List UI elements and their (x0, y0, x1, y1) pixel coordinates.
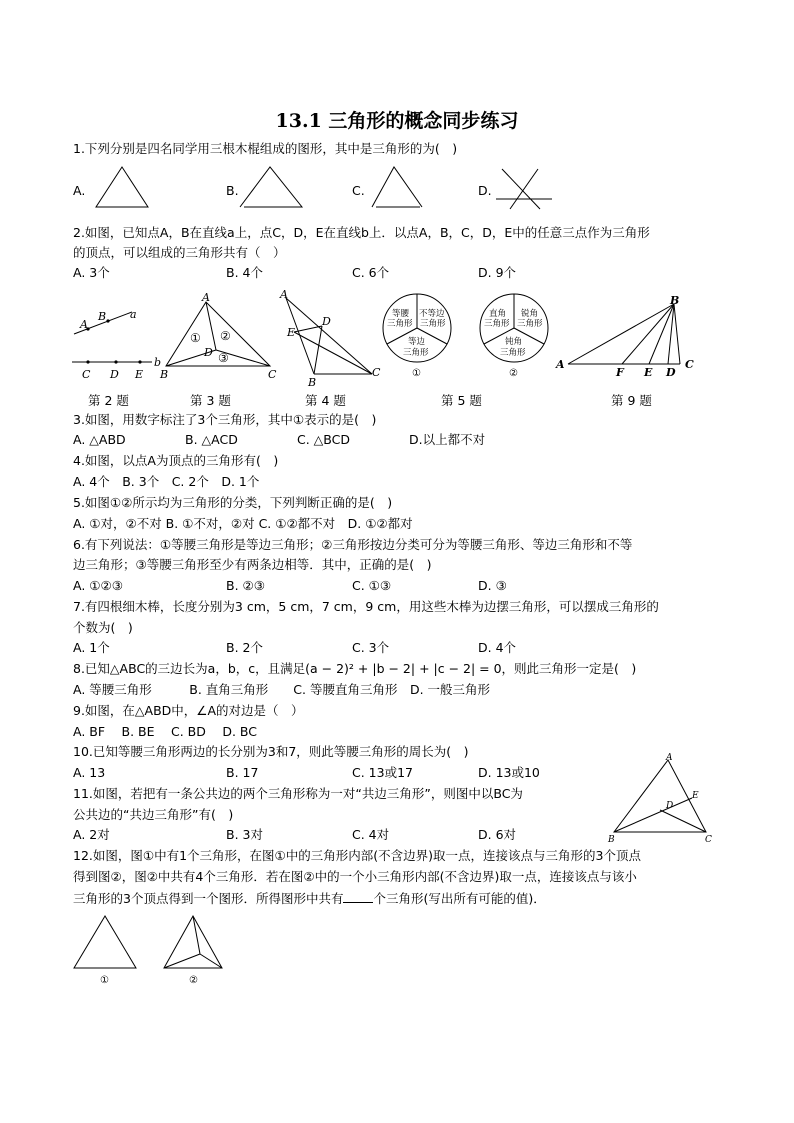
q10-option-a: A. 13 (73, 765, 106, 780)
q2-option-c: C. 6个 (352, 265, 390, 280)
q1-figure-c (368, 165, 428, 211)
q11-stem-line1: 11.如图，若把有一条公共边的两个三角形称为一对“共边三角形”，则图中以BC为 (73, 786, 523, 801)
q5-stem: 5.如图①②所示均为三角形的分类，下列判断正确的是( ) (73, 495, 393, 510)
fig4-label-c: C (372, 366, 381, 379)
q12-stem-line1: 12.如图，图①中有1个三角形，在图①中的三角形内部(不含边界)取一点，连接该点与三角形的3个顶点 (73, 848, 641, 863)
caption-figure-4: 第 4 题 (305, 393, 346, 408)
figure-9 (552, 292, 702, 382)
q10-option-c: C. 13或17 (352, 765, 413, 780)
fig4-label-d: D (322, 315, 331, 328)
q7-option-a: A. 1个 (73, 640, 110, 655)
fig9-label-d: D (666, 366, 676, 379)
pie2-acute-1: 锐角 (521, 309, 539, 319)
q8-options: A. 等腰三角形 B. 直角三角形 C. 等腰直角三角形 D. 一般三角形 (73, 682, 491, 697)
q6-stem-line1: 6.有下列说法：①等腰三角形是等边三角形；②三角形按边分类可分为等腰三角形、等边三角形和不等 (73, 537, 633, 552)
q1-option-b: B. (226, 183, 239, 198)
q5-options: A. ①对，②不对 B. ①不对，②对 C. ①②都不对 D. ①②都对 (73, 516, 413, 531)
fig2-label-line-b: b (154, 356, 162, 369)
q11-option-b: B. 3对 (226, 827, 263, 842)
q3-option-c: C. △BCD (297, 432, 350, 447)
fig3-label-c: C (268, 368, 277, 381)
q11-option-a: A. 2对 (73, 827, 110, 842)
caption-figure-3: 第 3 题 (190, 393, 231, 408)
fig9-label-c: C (685, 358, 694, 371)
pie1-number: ① (412, 368, 421, 379)
q12-answer-blank[interactable] (343, 890, 373, 903)
fig12-label-1: ① (100, 975, 109, 986)
fig3-label-2: ② (220, 329, 231, 343)
q2-stem-line2: 的顶点，可以组成的三角形共有（ ） (73, 245, 286, 260)
page-title: 13.1 三角形的概念同步练习 (275, 110, 519, 132)
figure-12-1 (72, 912, 142, 986)
q1-figure-d (496, 165, 556, 211)
q6-option-d: D. ③ (478, 578, 507, 593)
fig2-label-e: E (135, 368, 144, 381)
q2-option-d: D. 9个 (478, 265, 517, 280)
q12-stem-line3-a: 三角形的3个顶点得到一个图形．所得图形中共有 (73, 891, 344, 906)
fig3-label-1: ① (190, 331, 201, 345)
fig3-label-b: B (160, 368, 169, 381)
fig9-label-b: B (670, 294, 680, 307)
figure-5-pie-2 (478, 292, 550, 380)
q2-stem-line1: 2.如图，已知点A，B在直线a上，点C，D，E在直线b上．以点A，B，C，D，E中的任意三点作为三角形 (73, 225, 650, 240)
pie2-obtuse-2: 三角形 (500, 348, 526, 358)
q3-option-a: A. △ABD (73, 432, 126, 447)
q1-option-a: A. (73, 183, 86, 198)
fig12-label-2: ② (189, 975, 198, 986)
fig2-label-b-point: B (98, 310, 107, 323)
pie1-scalene-2: 三角形 (420, 319, 446, 329)
fig3-label-3: ③ (218, 351, 229, 365)
figure-4 (278, 288, 388, 389)
q10-option-b: B. 17 (226, 765, 259, 780)
q12-stem-line3 (73, 890, 546, 907)
q9-stem: 9.如图，在△ABD中，∠A的对边是（ ） (73, 703, 304, 718)
q12-stem-line2: 得到图②，图②中共有4个三角形．若在图②中的一个小三角形内部(不含边界)取一点，连接该点与该小 (73, 869, 637, 884)
pie2-number: ② (509, 368, 518, 379)
q1-option-d: D. (478, 183, 492, 198)
fig3-label-a: A (202, 291, 210, 304)
q1-option-c: C. (352, 183, 365, 198)
q2-option-a: A. 3个 (73, 265, 110, 280)
q6-option-c: C. ①③ (352, 578, 392, 593)
q6-stem-line2: 边三角形；③等腰三角形至少有两条边相等．其中，正确的是( ) (73, 557, 432, 572)
figure-2 (72, 300, 167, 380)
q4-options: A. 4个 B. 3个 C. 2个 D. 1个 (73, 474, 260, 489)
fig11-label-e: E (692, 791, 699, 801)
pie2-acute-2: 三角形 (517, 319, 543, 329)
q7-option-c: C. 3个 (352, 640, 390, 655)
pie1-scalene-1: 不等边 (419, 309, 445, 319)
fig4-label-e: E (287, 326, 296, 339)
q4-stem: 4.如图，以点A为顶点的三角形有( ) (73, 453, 279, 468)
q11-option-d: D. 6对 (478, 827, 517, 842)
q1-figure-b (240, 165, 310, 211)
pie2-obtuse-1: 钝角 (505, 337, 523, 347)
fig11-label-d: D (666, 801, 674, 811)
q10-stem: 10.已知等腰三角形两边的长分别为3和7，则此等腰三角形的周长为( ) (73, 744, 469, 759)
figure-3 (158, 292, 283, 382)
q1-stem: 1.下列分别是四名同学用三根木棍组成的图形，其中是三角形的为( ) (73, 141, 458, 156)
q6-option-a: A. ①②③ (73, 578, 123, 593)
q3-stem: 3.如图，用数字标注了3个三角形，其中①表示的是( ) (73, 412, 377, 427)
fig11-label-b: B (608, 835, 615, 845)
q7-stem-line1: 7.有四根细木棒，长度分别为3 cm，5 cm，7 cm，9 cm，用这些木棒为边摆三角形，可以摆成三角形的 (73, 599, 659, 614)
q7-option-b: B. 2个 (226, 640, 263, 655)
pie1-equilateral-2: 三角形 (403, 348, 429, 358)
figure-12-2 (162, 912, 232, 986)
fig2-label-c: C (82, 368, 91, 381)
q2-option-b: B. 4个 (226, 265, 263, 280)
figure-11 (606, 752, 716, 844)
fig11-label-a: A (666, 753, 673, 763)
q11-option-c: C. 4对 (352, 827, 390, 842)
fig11-label-c: C (705, 835, 712, 845)
fig9-label-f: F (616, 366, 624, 379)
caption-figure-2: 第 2 题 (88, 393, 129, 408)
q1-figure-a (92, 165, 152, 211)
q9-options: A. BF B. BE C. BD D. BC (73, 724, 257, 739)
q10-option-d: D. 13或10 (478, 765, 540, 780)
fig9-label-a: A (556, 358, 565, 371)
q11-stem-line2: 公共边的“共边三角形”有( ) (73, 807, 234, 822)
fig9-label-e: E (644, 366, 653, 379)
pie1-isosceles-1: 等腰 (392, 309, 410, 319)
fig4-label-a: A (280, 288, 288, 301)
fig2-label-d: D (110, 368, 119, 381)
q8-stem: 8.已知△ABC的三边长为a，b，c，且满足(a − 2)² + |b − 2| + |c − 2| = 0，则此三角形一定是( ) (73, 661, 637, 676)
fig2-label-line-a: a (130, 308, 137, 321)
pie1-equilateral-1: 等边 (408, 337, 426, 347)
q12-stem-line3-b: 个三角形(写出所有可能的值)． (373, 891, 546, 906)
q6-option-b: B. ②③ (226, 578, 265, 593)
figure-5-pie-1 (381, 292, 453, 380)
pie2-right-1: 直角 (489, 309, 507, 319)
fig2-label-a-point: A (80, 318, 88, 331)
caption-figure-5: 第 5 题 (441, 393, 482, 408)
fig4-label-b: B (308, 376, 317, 389)
pie1-isosceles-2: 三角形 (387, 319, 413, 329)
q7-stem-line2: 个数为( ) (73, 620, 133, 635)
q7-option-d: D. 4个 (478, 640, 517, 655)
fig3-label-d: D (204, 346, 213, 359)
pie2-right-2: 三角形 (484, 319, 510, 329)
q3-option-d: D.以上都不对 (409, 432, 486, 447)
caption-figure-9: 第 9 题 (611, 393, 652, 408)
q3-option-b: B. △ACD (185, 432, 238, 447)
